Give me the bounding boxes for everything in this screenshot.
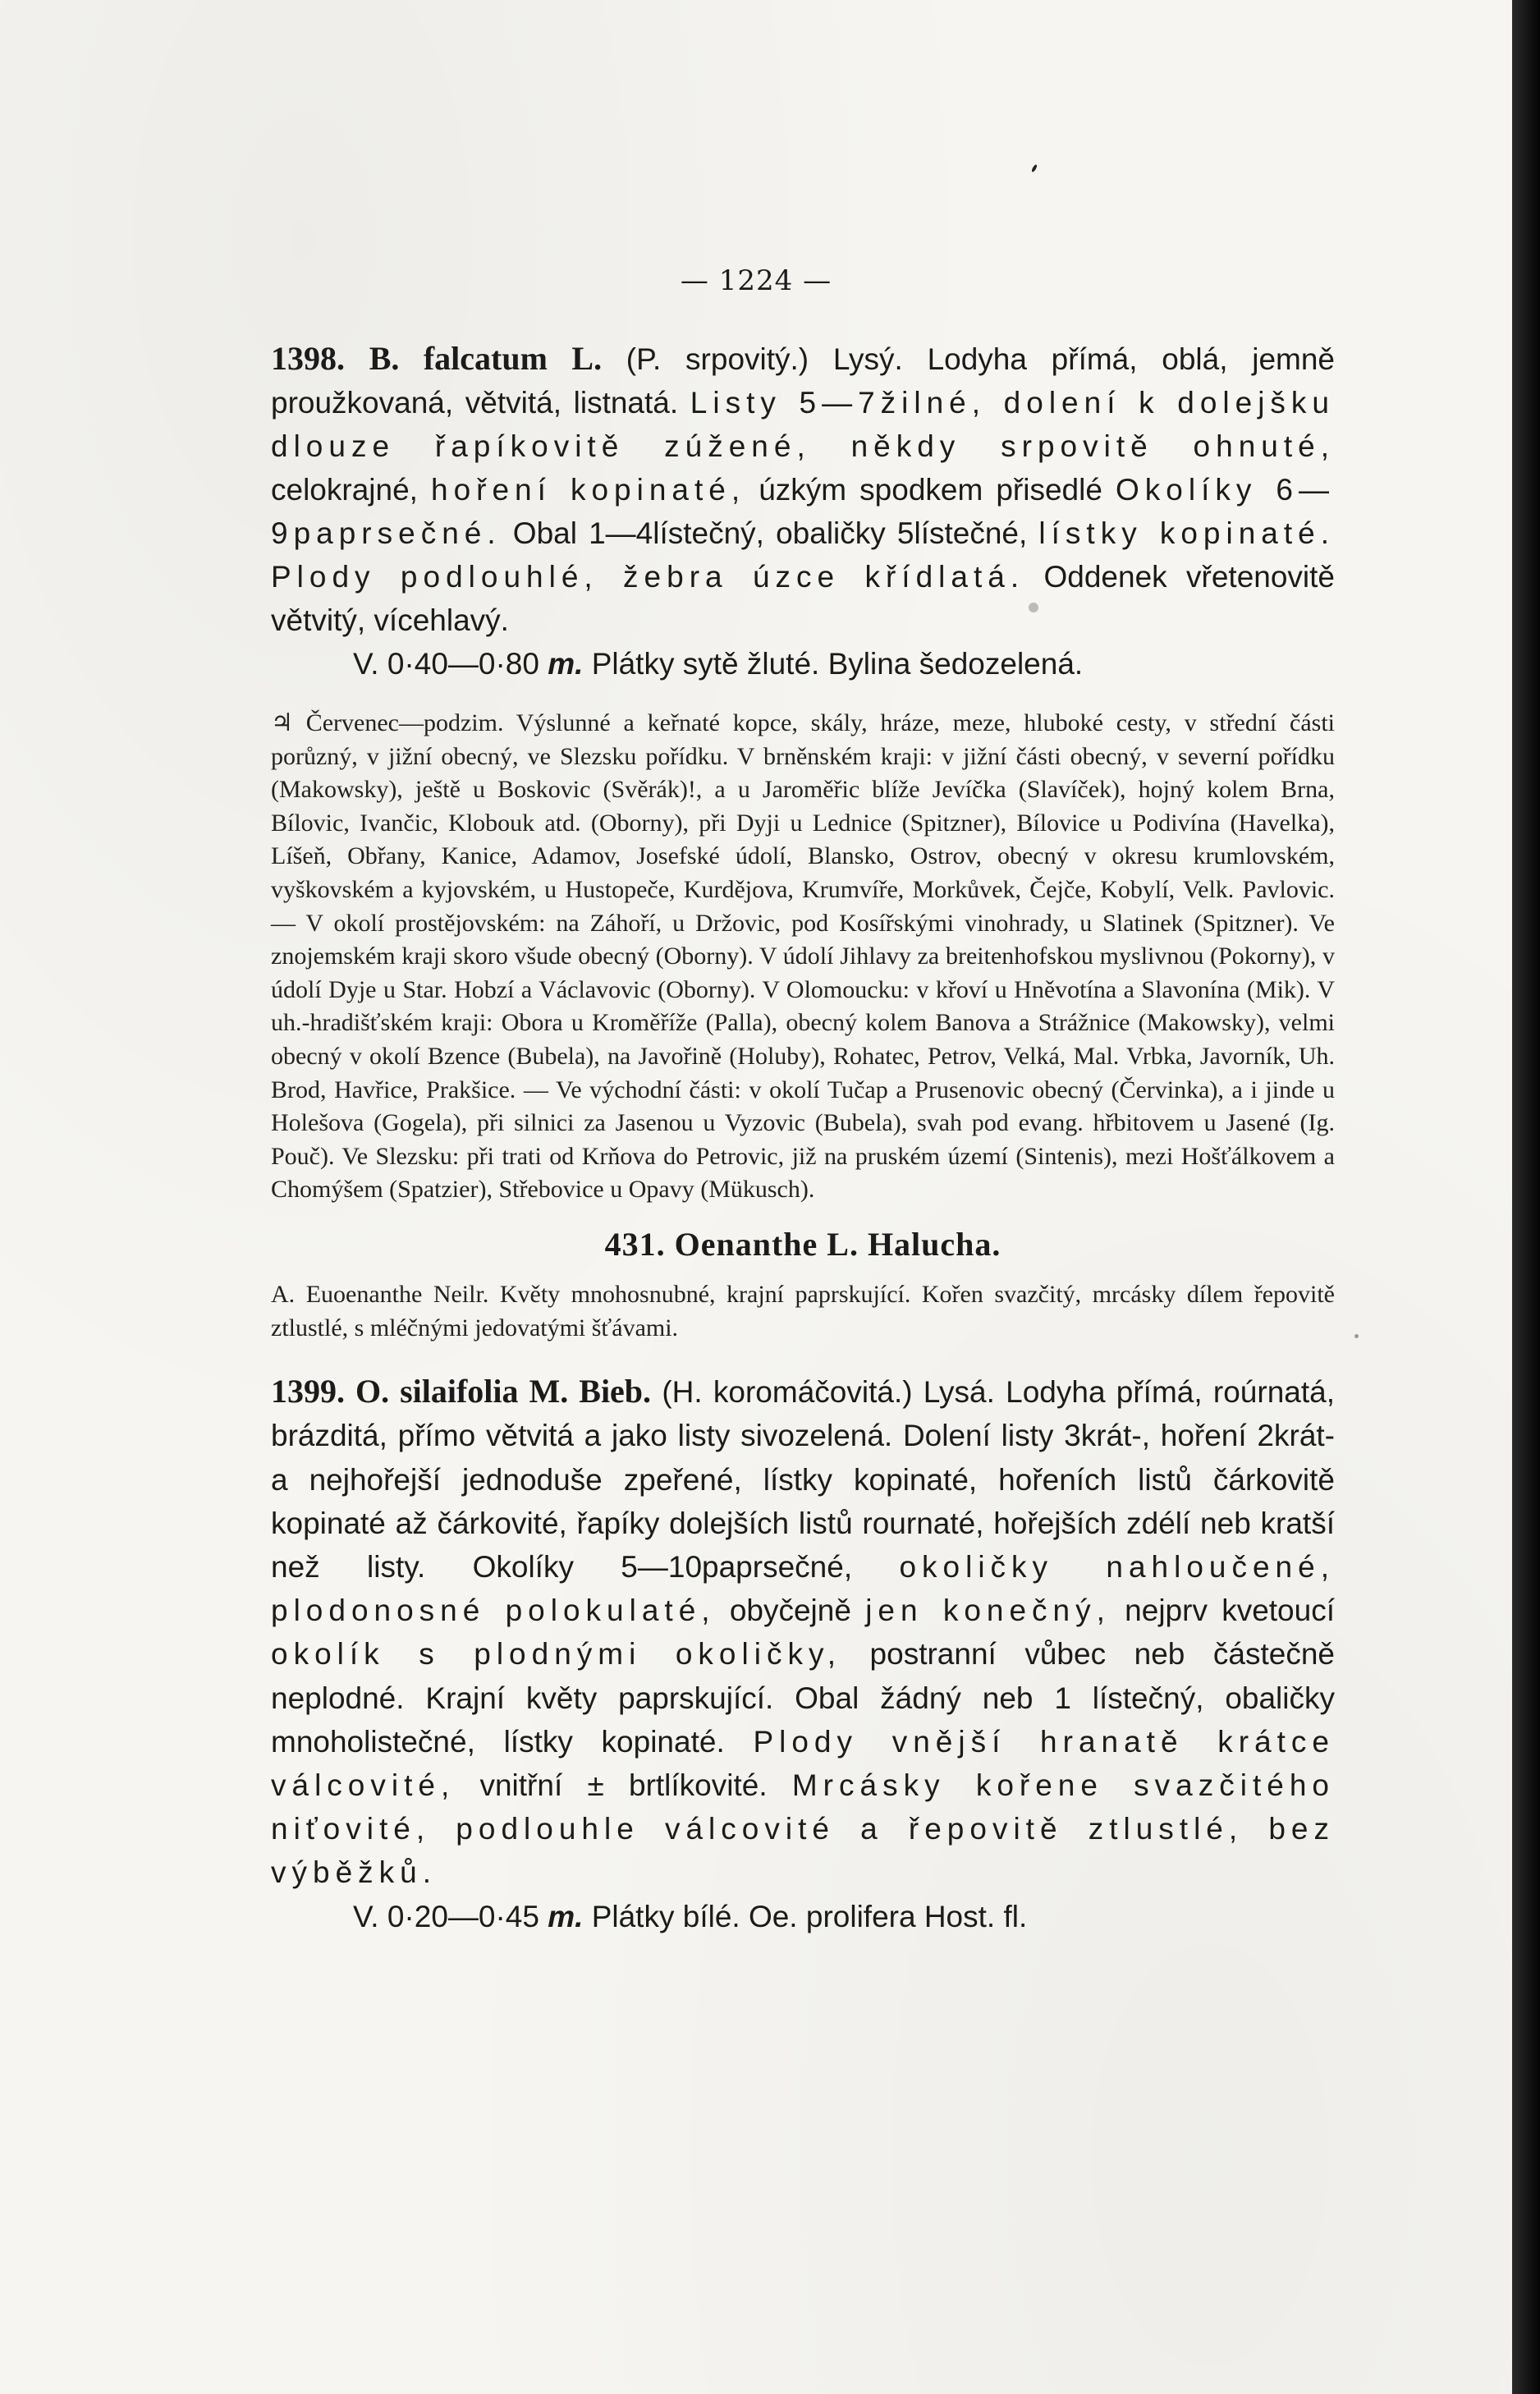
species-text: úzkým spodkem přisedlé	[745, 473, 1116, 507]
dims-unit: m.	[548, 1899, 584, 1933]
species-number: 1398.	[271, 340, 345, 377]
species-text: celokrajné,	[271, 473, 431, 507]
dims-suffix: Plátky bílé. Oe. prolifera Host. fl.	[583, 1899, 1028, 1933]
spaced-text: Plody vnější hranatě krátce válcovité,	[271, 1724, 1336, 1802]
genus-heading	[271, 1225, 1335, 1264]
species-name: 1399. O. silaifolia M. Bieb.	[271, 1373, 652, 1410]
dims-prefix: V. 0·40—0·80	[353, 647, 548, 681]
species-text: Obal 1—4lístečný, obaličky 5lístečné,	[501, 516, 1039, 550]
scan-speck	[1031, 164, 1038, 173]
spaced-text: Listy 5—7žilné, dolení k dolejšku dlouze řapíkovitě zúžené, někdy srpovitě ohnuté,	[271, 386, 1335, 463]
spaced-text: Okolíky 6—9paprsečné.	[271, 473, 1335, 550]
genus-name: Oenanthe L.	[674, 1225, 859, 1263]
spaced-text: jen konečný,	[865, 1594, 1111, 1628]
species-entry-1399	[271, 1369, 1335, 1894]
species-text: vnitřní ± brtlíkovité.	[455, 1768, 792, 1802]
spaced-text: lístky kopinaté. Plody podlouhlé, žebra úzce křídlatá.	[271, 516, 1336, 594]
dims-suffix: Plátky sytě žluté. Bylina šedozelená.	[583, 647, 1084, 681]
species-text: postranní vůbec neb částečně neplodné. Krajní květy paprskující. Obal žádný neb 1 lístečný, obaličky mnoholistečné, lístky kopinaté.	[271, 1637, 1335, 1759]
species-dimensions	[271, 642, 1335, 686]
species-text: (P. srpovitý.) Lysý. Lodyha přímá, oblá, jemně proužkovaná, větvitá, listnatá.	[271, 342, 1336, 420]
spaced-text: okolík s plodnými okoličky,	[271, 1637, 841, 1672]
species-text: obyčejně	[715, 1594, 866, 1628]
species-name: B. falcatum L.	[369, 340, 603, 377]
species-entry-1398	[271, 337, 1335, 642]
species-text: nejprv kvetoucí	[1110, 1594, 1335, 1628]
spaced-text: hoření kopinaté,	[431, 473, 746, 507]
dims-unit: m.	[548, 647, 584, 681]
page-content	[271, 337, 1335, 1938]
species-text: (H. koromáčovitá.) Lysá. Lodyha přímá, roúrnatá, brázditá, přímo větvitá a jako listy sivozelená. Dolení listy 3krát-, hoření 2krát- a nejhořejší jednoduše zpeřené, lístky kopinaté, hořeních listů čárkovitě kopinaté až čárkovité, řapíky dolejších listů rournaté, hořejších zdélí neb kratší než listy. Okolíky 5—10paprsečné,	[271, 1375, 1335, 1584]
species-dimensions	[271, 1895, 1335, 1938]
spaced-text: Mrcásky kořene svazčitého niťovité, podlouhle válcovité a řepovitě ztlustlé, bez výběžků.	[271, 1768, 1335, 1890]
genus-number: 431.	[604, 1225, 666, 1263]
scan-speck	[1029, 603, 1038, 612]
scan-edge	[1512, 0, 1540, 2394]
genus-czech-name: Halucha.	[867, 1225, 1001, 1263]
scan-speck	[1354, 1334, 1359, 1338]
spaced-text: okoličky nahloučené, plodonosné polokulaté,	[271, 1549, 1335, 1628]
habitat-description: ♃ Červenec—podzim. Výslunné a keřnaté kopce, skály, hráze, meze, hluboké cesty, v střední části porůzný, v jižní obecný, ve Slezsku pořídku. V brněnském kraji: v jižní části obecný, v severní pořídku (Makowsky), ještě u Boskovic (Svěrák)!, a u Jaroměřic blíže Jevíčka (Slavíček), hojný kolem Brna, Bílovic, Ivančic, Klobouk atd. (Oborny), při Dyji u Lednice (Spitzner), Bílovice u Podivína (Havelka), Líšeň, Obřany, Kanice, Adamov, Josefské údolí, Blansko, Ostrov, obecný v okresu krumlovském, vyškovském a kyjovském, u Hustopeče, Kurdějova, Krumvíře, Morkůvek, Čejče, Kobylí, Velk. Pavlovic. — V okolí prostějovském: na Záhoří, u Držovic, pod Kosířskými vinohrady, u Slatinek (Spitzner). Ve znojemském kraji skoro všude obecný (Oborny). V údolí Jihlavy za breitenhofskou myslivnou (Pokorny), v údolí Dyje u Star. Hobzí a Václavovic (Oborny). V Olomoucku: v křoví u Hněvotína a Slavonína (Mik). V uh.-hradišťském kraji: Obora u Kroměříže (Palla), obecný kolem Banova a Strážnice (Makowsky), velmi obecný v okolí Bzence (Bubela), na Javořině (Holuby), Rohatec, Petrov, Velká, Mal. Vrbka, Javorník, Uh. Brod, Havřice, Prakšice. — Ve východní části: v okolí Tučap a Prusenovic obecný (Červinka), a i jinde u Holešova (Gogela), při silnici za Jasenou u Vyzovic (Bubela), svah pod evang. hřbitovem u Jasené (Ig. Pouč). Ve Slezsku: při trati od Krňova do Petrovic, již na pruském území (Sintenis), mezi Hošťálkovem a Chomýšem (Spatzier), Střebovice u Opavy (Mükusch).	[271, 709, 1335, 1204]
dims-prefix: V. 0·20—0·45	[353, 1899, 548, 1933]
genus-description: A. Euoenanthe Neilr. Květy mnohosnubné, krajní paprskující. Kořen svazčitý, mrcásky dílem řepovitě ztlustlé, s mléčnými jedovatými šťávami.	[271, 1280, 1335, 1341]
species-text: Oddenek vřetenovitě větvitý, vícehlavý.	[271, 560, 1335, 637]
page-number: — 1224 —	[680, 264, 832, 297]
